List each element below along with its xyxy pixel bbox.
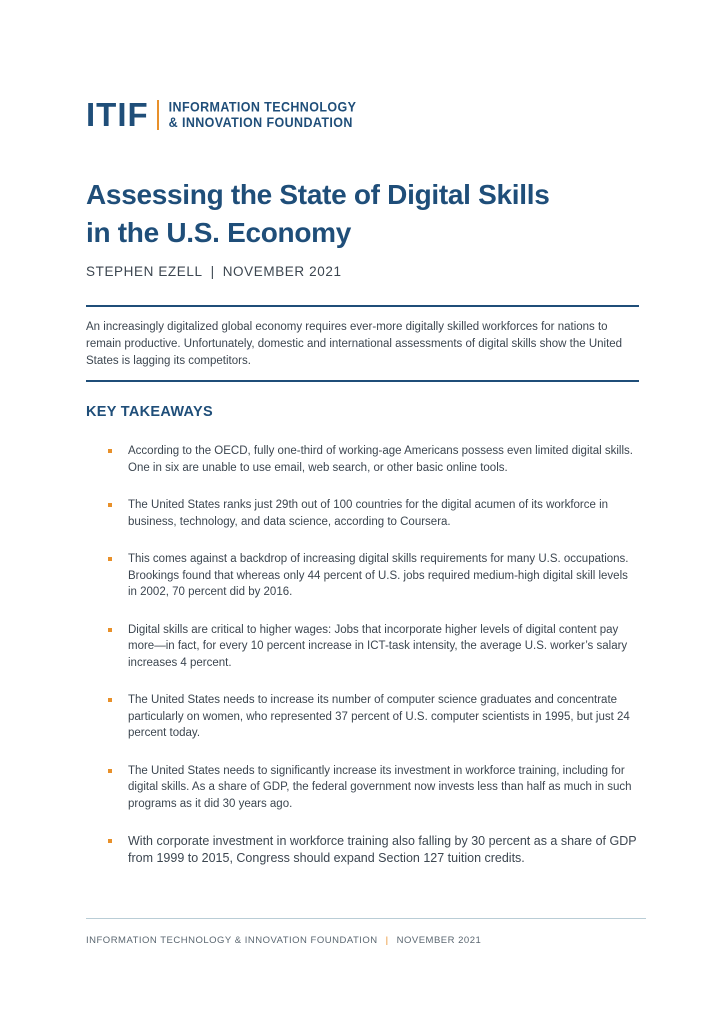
bullet-icon — [108, 769, 112, 773]
byline-author: STEPHEN EZELL — [86, 264, 203, 279]
list-item — [108, 622, 638, 672]
bullet-icon — [108, 557, 112, 561]
logo-wordmark — [169, 100, 357, 131]
footer-date: NOVEMBER 2021 — [396, 935, 482, 946]
takeaway-text: The United States ranks just 29th out of 100 countries for the digital acumen of its workforce in business, technology, and data science, according to Coursera. — [128, 499, 609, 528]
takeaway-text: Digital skills are critical to higher wages: Jobs that incorporate higher levels of digital content pay more—in fact, for every 10 percent increase in ICT-task intensity, the average U.S. worker’s salary increases 4 percent. — [128, 623, 628, 669]
abstract-top-rule — [86, 305, 639, 307]
list-item — [108, 763, 638, 813]
byline — [86, 264, 342, 279]
key-takeaways-heading: KEY TAKEAWAYS — [86, 404, 213, 420]
logo-line-2: & INNOVATION FOUNDATION — [168, 115, 353, 131]
list-item — [108, 692, 638, 742]
bullet-icon — [108, 698, 112, 702]
byline-separator: | — [210, 264, 215, 279]
takeaway-text: The United States needs to increase its number of computer science graduates and concentrate particularly on women, who represented 37 percent of U.S. computer scientists in 1995, but just 24 percent today. — [128, 694, 630, 739]
itif-logo — [86, 98, 356, 132]
page-footer — [86, 935, 481, 946]
list-item — [108, 551, 638, 601]
byline-date: NOVEMBER 2021 — [222, 264, 342, 279]
footer-rule — [86, 918, 646, 919]
title-line-1: Assessing the State of Digital Skills — [86, 179, 550, 210]
takeaway-text: According to the OECD, fully one-third of working-age Americans possess even limited digital skills. One in six are unable to use email, web search, or other basic online tools. — [128, 445, 633, 474]
bullet-icon — [108, 503, 112, 507]
footer-org: INFORMATION TECHNOLOGY & INNOVATION FOUNDATION — [86, 935, 378, 946]
logo-line-1: INFORMATION TECHNOLOGY — [168, 99, 357, 115]
takeaway-text: This comes against a backdrop of increasing digital skills requirements for many U.S. occupations. Brookings found that whereas only 44 percent of U.S. jobs required medium-high digital skill levels in 2002, 70 percent did by 2016. — [128, 553, 629, 598]
takeaway-text: The United States needs to significantly increase its investment in workforce training, including for digital skills. As a share of GDP, the federal government now invests less than half as much in such programs as it did 30 years ago. — [128, 764, 632, 810]
bullet-icon — [108, 628, 112, 632]
page-title — [86, 176, 646, 252]
list-item — [108, 497, 638, 530]
list-item — [108, 833, 638, 867]
abstract: An increasingly digitalized global economy requires ever-more digitally skilled workforces for nations to remain productive. Unfortunately, domestic and international assessments of digital skills show the United States is lagging its competitors. — [86, 321, 623, 367]
abstract-bottom-rule — [86, 380, 639, 382]
bullet-icon — [108, 449, 112, 453]
logo-mark: ITIF — [86, 96, 149, 133]
key-takeaways-list — [108, 443, 638, 888]
takeaway-text: With corporate investment in workforce training also falling by 30 percent as a share of GDP from 1999 to 2015, Congress should expand Section 127 tuition credits. — [128, 834, 637, 865]
footer-separator: | — [385, 935, 389, 946]
title-line-2: in the U.S. Economy — [86, 217, 352, 248]
bullet-icon — [108, 839, 112, 843]
logo-divider — [157, 100, 159, 130]
list-item — [108, 443, 638, 476]
